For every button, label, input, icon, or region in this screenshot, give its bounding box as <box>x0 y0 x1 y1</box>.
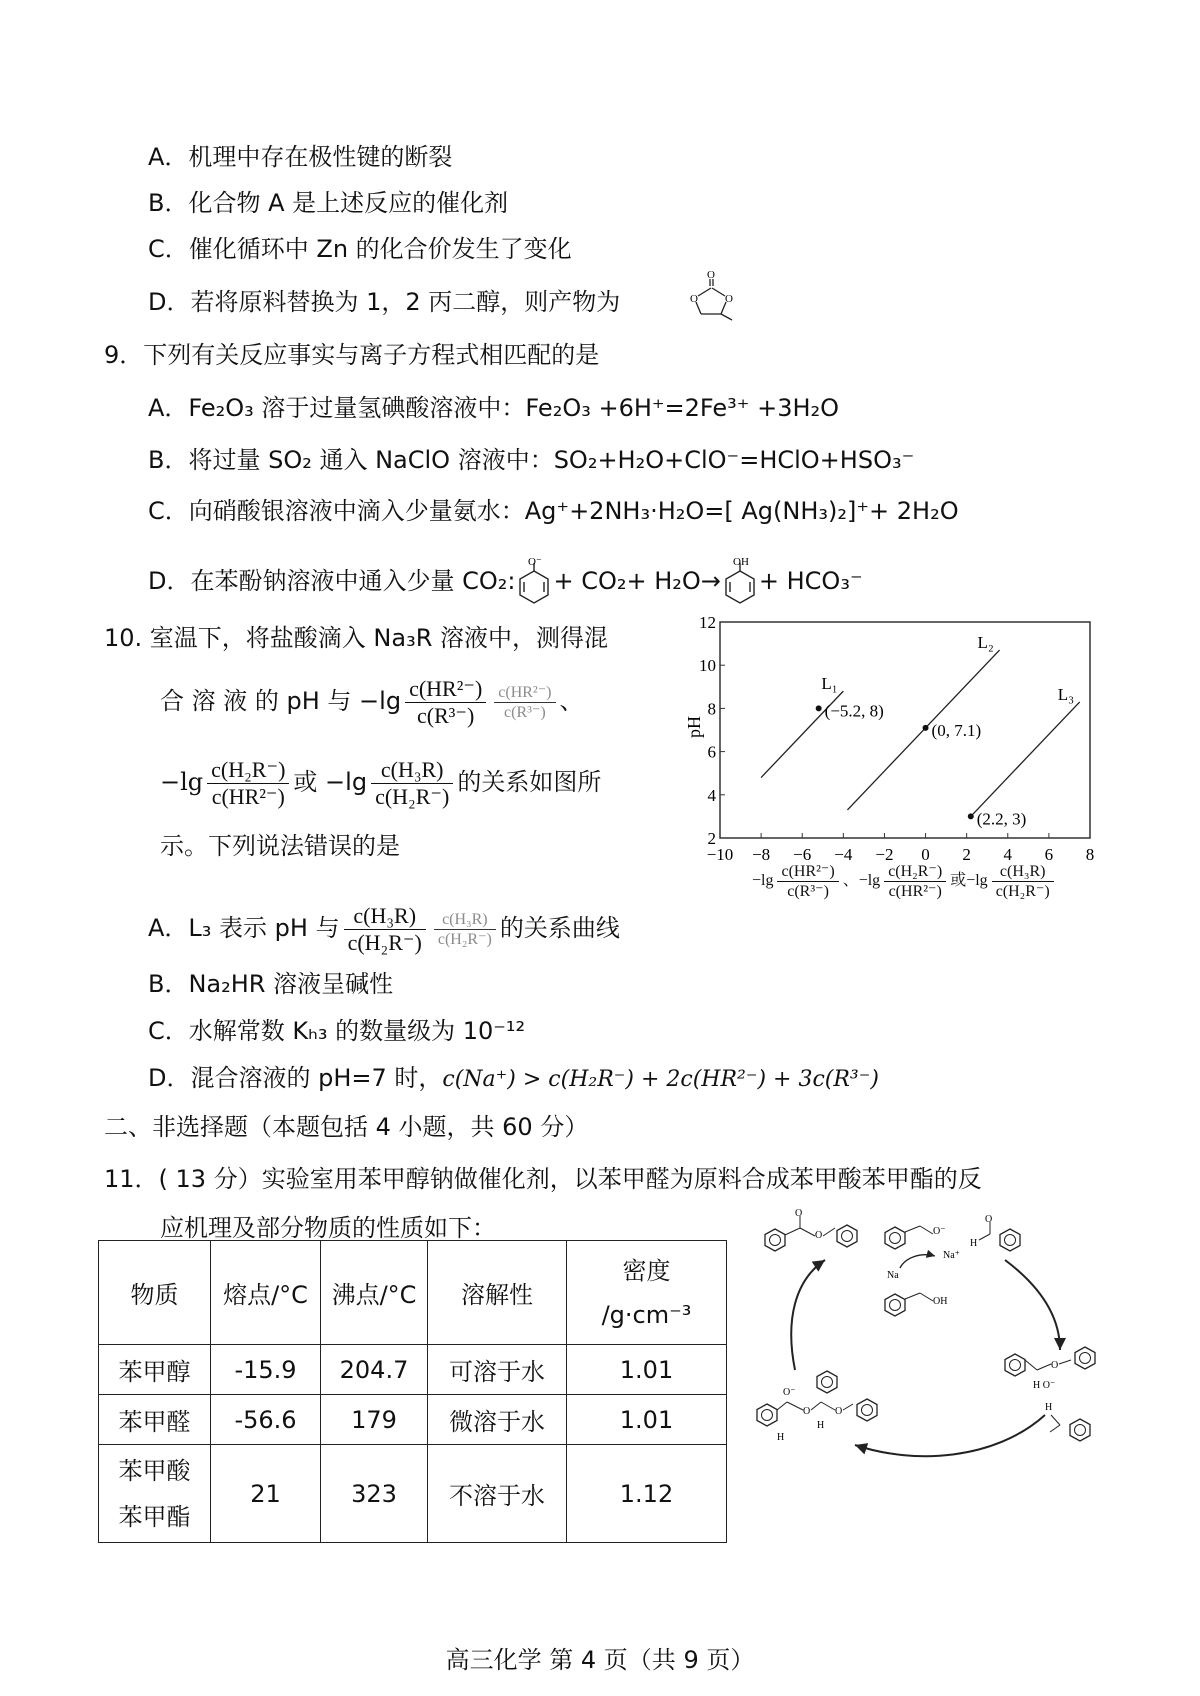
y-tick-label: 4 <box>707 785 716 805</box>
header-boiling-point: 沸点/°C <box>321 1241 428 1345</box>
phenol-structure <box>721 557 759 605</box>
q10-stem-line3 <box>160 752 601 812</box>
q10-a-frac: $\frac{\text{c(H₃R)}}{\text{c(H₂R⁻)}}$ <box>344 903 426 956</box>
series-name-3: L₃ <box>1057 684 1075 704</box>
q9-option-c: C．向硝酸银溶液中滴入少量氨水：Ag⁺+2NH₃·H₂O=[ Ag(NH₃)₂]⁺+ 2H₂O <box>148 497 959 525</box>
x-tick-label: 2 <box>962 845 971 864</box>
q9-d-prefix: D．在苯酚钠溶液中通入少量 CO₂: <box>148 567 516 595</box>
q10-frac-h2r-hr: $\frac{\text{c(H₂R⁻)}}{\text{c(HR²⁻)}}$ <box>207 757 289 810</box>
x-tick-label: 8 <box>1085 845 1095 864</box>
q10-option-d <box>148 1062 879 1096</box>
phenoxide-structure <box>515 557 553 605</box>
q10-stem2-text: 合 溶 液 的 pH 与 −lg <box>160 687 402 715</box>
q10-option-a <box>148 898 620 958</box>
q8-option-b: B．化合物 A 是上述反应的催化剂 <box>148 189 509 217</box>
q10-a-frac-ghost: $\frac{\text{c(H₃R)}}{\text{c(H₂R⁻)}}$ <box>434 910 496 949</box>
q10-frac-hr-r: $\frac{\text{c(HR²⁻)}}{\text{c(R³⁻)}}$ <box>405 676 486 729</box>
q9-option-b: B．将过量 SO₂ 通入 NaClO 溶液中：SO₂+H₂O+ClO⁻=HClO+HSO₃⁻ <box>148 446 915 474</box>
q10-d-expression: c(Na⁺) > c(H₂R⁻) + 2c(HR²⁻) + 3c(R³⁻) <box>442 1067 879 1092</box>
point-label-3: (2.2, 3) <box>976 809 1027 829</box>
table-row: 苯甲醛 -56.6 179 微溶于水 1.01 <box>99 1395 727 1445</box>
q10-stem3-tail: 的关系如图所 <box>457 768 602 796</box>
y-tick-label: 2 <box>707 829 716 848</box>
svg-text:O: O <box>803 1406 811 1417</box>
page-footer: 高三化学 第 4 页（共 9 页） <box>445 1646 755 1674</box>
svg-text:O⁻: O⁻ <box>933 1226 946 1237</box>
svg-text:O: O <box>690 293 698 305</box>
table-row: 苯甲醇 -15.9 204.7 可溶于水 1.01 <box>99 1345 727 1395</box>
x-tick-label: −8 <box>752 845 771 864</box>
q10-a-post: 的关系曲线 <box>499 914 620 942</box>
q9-option-d <box>148 557 863 605</box>
x-tick-label: −2 <box>875 845 894 864</box>
series-name-1: L₁ <box>821 674 838 694</box>
y-tick-label: 12 <box>699 613 716 632</box>
svg-text:Na: Na <box>887 1270 899 1281</box>
svg-text:H: H <box>970 1238 978 1249</box>
x-tick-label: −10 <box>706 845 734 864</box>
svg-text:O⁻: O⁻ <box>528 556 543 568</box>
svg-text:H: H <box>817 1420 825 1431</box>
x-tick-label: −4 <box>834 845 853 864</box>
y-tick-label: 6 <box>707 742 716 762</box>
q10-option-b: B．Na₂HR 溶液呈碱性 <box>148 970 394 998</box>
svg-text:OH: OH <box>933 1296 948 1307</box>
x-tick-label: 4 <box>1003 845 1013 864</box>
svg-text:O: O <box>795 1208 803 1219</box>
q9-d-suffix: + HCO₃⁻ <box>758 567 863 595</box>
chart-x-axis-label: −lg $\frac{\text{c(HR²⁻)}}{\text{c(R³⁻)}}$ 、−lg $\frac{\text{c(H₂R⁻)}}{\text{c(HR²⁻)}}$ 或−lg $\frac{\text{c(H₃R)}}{\text{c(H₂R⁻)}}$ <box>752 862 1112 901</box>
properties-table <box>98 1240 727 1543</box>
table-row: 苯甲酸 苯甲酯 21 323 不溶于水 1.12 <box>99 1445 727 1543</box>
q10-stem-line4: 示。下列说法错误的是 <box>160 832 400 860</box>
q10-stem-line1: 10. 室温下，将盐酸滴入 Na₃R 溶液中，测得混 <box>104 624 609 652</box>
cyclic-carbonate-structure <box>682 268 742 324</box>
section-2-heading: 二、非选择题（本题包括 4 小题，共 60 分） <box>104 1113 589 1141</box>
q11-stem-line2: 应机理及部分物质的性质如下： <box>160 1214 496 1242</box>
svg-text:O: O <box>725 293 733 305</box>
q9-d-mid: + CO₂+ H₂O→ <box>553 567 721 595</box>
q8-option-d: D．若将原料替换为 1，2 丙二醇，则产物为 <box>148 288 621 316</box>
q11-stem-line1: 11．( 13 分）实验室用苯甲醇钠做催化剂，以苯甲醛为原料合成苯甲酸苯甲酯的反 <box>104 1165 982 1193</box>
y-tick-label: 10 <box>699 656 716 676</box>
q10-neglg: −lg <box>160 768 204 796</box>
header-melting-point: 熔点/°C <box>211 1241 321 1345</box>
svg-text:OH: OH <box>732 556 749 568</box>
x-tick-label: 6 <box>1044 845 1054 864</box>
svg-text:H O⁻: H O⁻ <box>1033 1380 1056 1391</box>
svg-text:O: O <box>835 1406 843 1417</box>
svg-text:H: H <box>777 1432 785 1443</box>
svg-text:O: O <box>1051 1360 1059 1371</box>
x-tick-label: 0 <box>921 845 930 864</box>
series-point-1 <box>816 705 822 711</box>
svg-text:O⁻: O⁻ <box>783 1387 796 1398</box>
svg-text:O: O <box>707 269 715 281</box>
series-line-3 <box>971 702 1080 816</box>
q10-option-c: C．水解常数 Kₕ₃ 的数量级为 10⁻¹² <box>148 1017 526 1045</box>
point-label-1: (−5.2, 8) <box>824 701 884 721</box>
q10-or: 或 −lg <box>293 768 368 796</box>
reaction-mechanism-diagram <box>755 1210 1115 1490</box>
svg-text:Na⁺: Na⁺ <box>943 1250 960 1261</box>
q9-stem: 9．下列有关反应事实与离子方程式相匹配的是 <box>104 341 600 369</box>
q8-option-a: A．机理中存在极性键的断裂 <box>148 143 453 171</box>
y-axis-label: pH <box>684 716 704 738</box>
q10-frac-h3r-h2r: $\frac{\text{c(H₃R)}}{\text{c(H₂R⁻)}}$ <box>371 757 453 810</box>
svg-text:H: H <box>1045 1402 1053 1413</box>
svg-text:O: O <box>985 1214 993 1225</box>
q10-frac-ghost: $\frac{\text{c(HR²⁻)}}{\text{c(R³⁻)}}$ <box>494 683 555 722</box>
point-label-2: (0, 7.1) <box>931 720 982 740</box>
q10-stem-line2 <box>160 673 584 729</box>
series-name-2: L₂ <box>977 633 994 653</box>
header-solubility: 溶解性 <box>428 1241 567 1345</box>
q10-d-pre: D．混合溶液的 pH=7 时， <box>148 1064 443 1092</box>
y-tick-label: 8 <box>707 699 716 719</box>
series-point-3 <box>968 813 974 819</box>
q10-a-pre: A．L₃ 表示 pH 与 <box>148 914 340 942</box>
q9-option-a: A．Fe₂O₃ 溶于过量氢碘酸溶液中：Fe₂O₃ +6H⁺=2Fe³⁺ +3H₂O <box>148 394 840 422</box>
q10-sep: 、 <box>559 687 584 715</box>
x-tick-label: −6 <box>793 845 812 864</box>
svg-text:O: O <box>815 1230 823 1241</box>
plot-frame <box>720 622 1090 838</box>
header-density: 密度 /g·cm⁻³ <box>567 1241 727 1345</box>
q8-option-c: C．催化循环中 Zn 的化合价发生了变化 <box>148 235 572 263</box>
header-substance: 物质 <box>99 1241 211 1345</box>
series-point-2 <box>923 725 929 731</box>
